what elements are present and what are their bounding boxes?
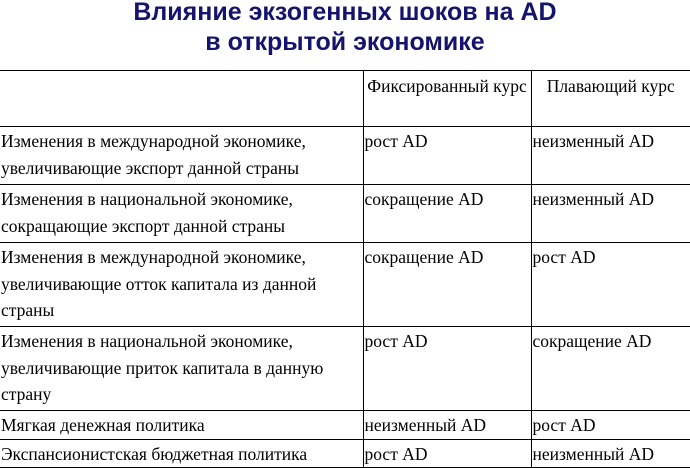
header-cell-empty — [0, 71, 363, 127]
table-row — [0, 127, 690, 185]
floating-rate-cell: рост AD — [531, 243, 690, 327]
row-label: Изменения в международной экономике, увеличивающие отток капитала из данной страны — [0, 243, 363, 327]
row-label: Изменения в национальной экономике, сокращающие экспорт данной страны — [0, 185, 363, 243]
floating-rate-cell: неизменный AD — [531, 127, 690, 185]
floating-rate-cell: сокращение AD — [531, 327, 690, 411]
slide-title-line-1: Влияние экзогенных шоков на AD — [133, 0, 557, 26]
table-row — [0, 185, 690, 243]
table-row — [0, 243, 690, 327]
header-cell-fixed-rate: Фиксированный курс — [363, 71, 531, 127]
floating-rate-cell: неизменный AD — [531, 439, 690, 468]
row-label: Экспансионистская бюджетная политика — [0, 439, 363, 468]
row-label: Изменения в национальной экономике, увеличивающие приток капитала в данную страну — [0, 327, 363, 411]
shocks-table — [0, 70, 690, 468]
fixed-rate-cell: сокращение AD — [363, 243, 531, 327]
header-cell-floating-rate: Плавающий курс — [531, 71, 690, 127]
row-label: Изменения в международной экономике, увеличивающие экспорт данной страны — [0, 127, 363, 185]
floating-rate-cell: неизменный AD — [531, 185, 690, 243]
table-row — [0, 327, 690, 411]
fixed-rate-cell: сокращение AD — [363, 185, 531, 243]
floating-rate-cell: рост AD — [531, 411, 690, 440]
row-label: Мягкая денежная политика — [0, 411, 363, 440]
fixed-rate-cell: рост AD — [363, 439, 531, 468]
slide-title-line-2: в открытой экономике — [205, 28, 485, 56]
table-row — [0, 411, 690, 440]
fixed-rate-cell: рост AD — [363, 127, 531, 185]
fixed-rate-cell: неизменный AD — [363, 411, 531, 440]
table-header-row — [0, 71, 690, 127]
table-row — [0, 439, 690, 468]
fixed-rate-cell: рост AD — [363, 327, 531, 411]
